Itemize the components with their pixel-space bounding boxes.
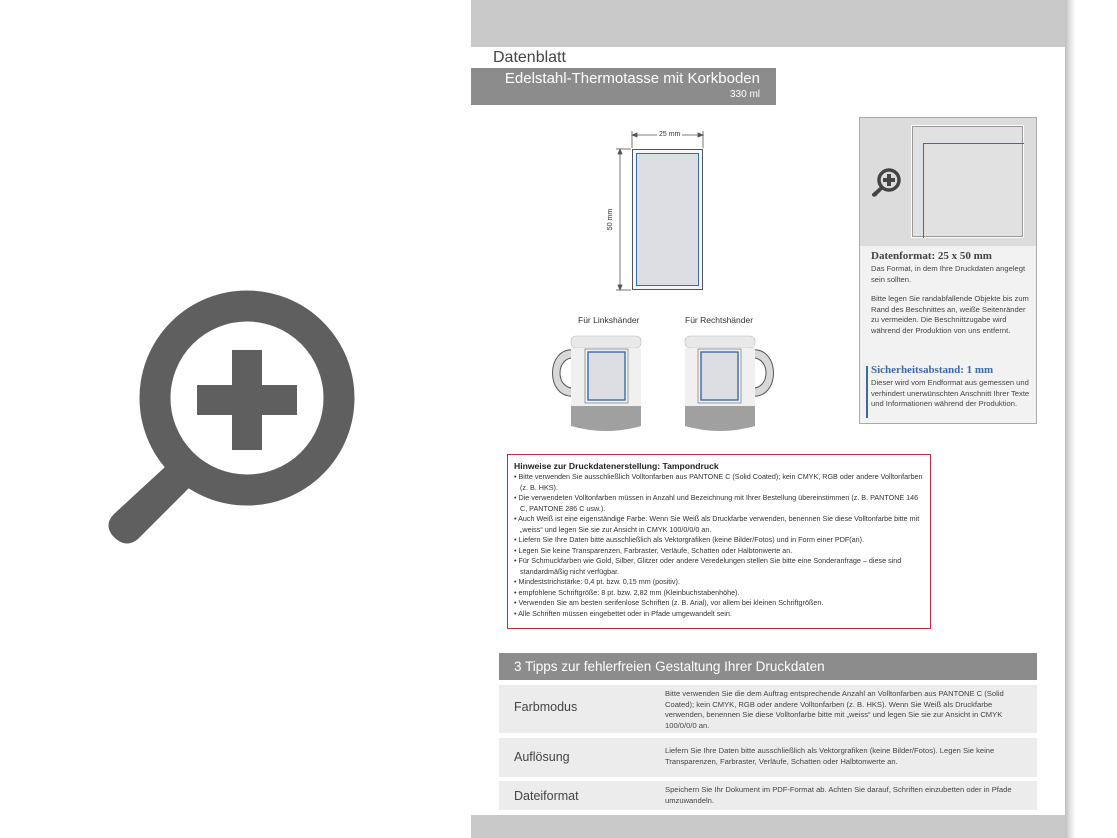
datasheet-page[interactable] [471, 0, 1065, 838]
hint-item: • Legen Sie keine Transparenzen, Farbraster, Verläufe, Schatten oder Halbtonwerte an. [514, 545, 793, 555]
tip-label: Dateiformat [514, 789, 579, 803]
preview-safety-line [923, 143, 1024, 238]
mug-right-handed [679, 328, 789, 438]
tip-row-color-mode [499, 685, 1037, 733]
tip-text: Speichern Sie Ihr Dokument im PDF-Format ab. Achten Sie darauf, Schriften einzubetten oder in Pfade umzuwandeln. [665, 785, 1012, 805]
safety-marker [866, 366, 868, 418]
hint-item: • Für Schmuckfarben wie Gold, Silber, Glitzer oder andere Veredelungen stellen Sie bitte eine Sonderanfrage – diese sind standardmäßig nicht verfügbar. [514, 556, 902, 576]
hints-title: Hinweise zur Druckdatenerstellung: Tampondruck [514, 461, 719, 471]
format-info-box [859, 117, 1037, 424]
hint-item: • Auch Weiß ist eine eigenständige Farbe. Wenn Sie Weiß als Druckfarbe verwenden, benennen Sie diese Volltonfarbe bitte mit „weiss“ und legen Sie sie zur Ansicht in CMYK 100/0/0/0 an. [514, 514, 920, 534]
width-label: 25 mm [659, 131, 681, 138]
title-bar [471, 68, 776, 105]
tip-label: Auflösung [514, 750, 570, 764]
footer-band [471, 815, 1065, 838]
height-label: 50 mm [607, 208, 615, 231]
tip-row-resolution [499, 738, 1037, 777]
hint-item: • Die verwendeten Volltonfarben müssen in Anzahl und Bezeichnung mit Ihrer Bestellung übereinstimmen (z. B. PANTONE 146 C, PANTONE 286 C usw.). [514, 493, 919, 513]
hint-item: • empfohlene Schriftgröße: 8 pt. bzw. 2,82 mm (Kleinbuchstabenhöhe). [514, 587, 740, 597]
safety-text: Dieser wird vom Endformat aus gemessen und verhindert unerwünschten Anschnitt Ihrer Texte und Informationen während der Produktion. [871, 378, 1030, 408]
header-band [471, 0, 1065, 47]
page-shadow [1064, 0, 1076, 838]
mug-left-handed [543, 328, 643, 438]
print-area [636, 153, 699, 286]
printing-hints-box [507, 454, 931, 629]
bleed-text: Bitte legen Sie randabfallende Objekte bis zum Rand des Beschnittes an, weiße Seitenränder zu vermeiden. Die Beschnittzugabe wird während der Produktion von uns entfernt. [871, 294, 1029, 335]
hint-item: • Alle Schriften müssen eingebettet oder in Pfade umgewandelt sein. [514, 608, 732, 618]
safety-heading: Sicherheitsabstand: 1 mm [871, 364, 994, 376]
tip-row-file-format [499, 781, 1037, 810]
tip-text: Bitte verwenden Sie die dem Auftrag entsprechende Anzahl an Volltonfarben aus PANTONE C (Solid Coated); kein CMYK, RGB oder andere Volltonfarben (z. B. HKS). Wenn Sie Weiß als Druckfarbe verwenden, benennen Sie diese Volltonfarbe bitte mit „weiss“ und legen Sie sie zur Ansicht in CMYK 100/0/0/0 an. [665, 689, 1004, 730]
product-title: Edelstahl-Thermotasse mit Korkboden [504, 70, 760, 87]
left-mug-caption: Für Linkshänder [578, 315, 640, 325]
tips-header: 3 Tipps zur fehlerfreien Gestaltung Ihrer Druckdaten [499, 653, 1037, 680]
document-label: Datenblatt [471, 47, 591, 68]
hint-item: • Verwenden Sie am besten serifenlose Schriften (z. B. Arial), vor allem bei kleinen Schriftgrößen. [514, 598, 824, 607]
hint-item: • Bitte verwenden Sie ausschließlich Volltonfarben aus PANTONE C (Solid Coated); kein CMYK, RGB oder andere Volltonfarben (z. B. HKS). [514, 472, 923, 492]
tip-label: Farbmodus [514, 700, 578, 714]
format-heading: Datenformat: 25 x 50 mm [871, 250, 992, 262]
format-text: Das Format, in dem Ihre Druckdaten angelegt sein sollten. [871, 264, 1026, 284]
right-mug-caption: Für Rechtshänder [685, 315, 754, 325]
product-volume: 330 ml [729, 89, 760, 100]
tip-text: Liefern Sie Ihre Daten bitte ausschließlich als Vektorgrafiken (keine Bilder/Fotos). Legen Sie keine Transparenzen, Farbraster, Verläufe, Schatten oder Halbtonwerte an. [665, 746, 995, 766]
hint-item: • Liefern Sie Ihre Daten bitte ausschließlich als Vektorgrafiken (keine Bilder/Fotos) und in Form einer PDF(an). [514, 535, 865, 544]
zoom-in-icon[interactable] [100, 290, 360, 550]
format-preview [911, 125, 1024, 238]
hint-item: • Mindeststrichstärke: 0,4 pt. bzw. 0,15 mm (positiv). [514, 577, 680, 586]
zoom-in-icon[interactable] [871, 166, 903, 198]
format-info-text [860, 246, 1036, 423]
